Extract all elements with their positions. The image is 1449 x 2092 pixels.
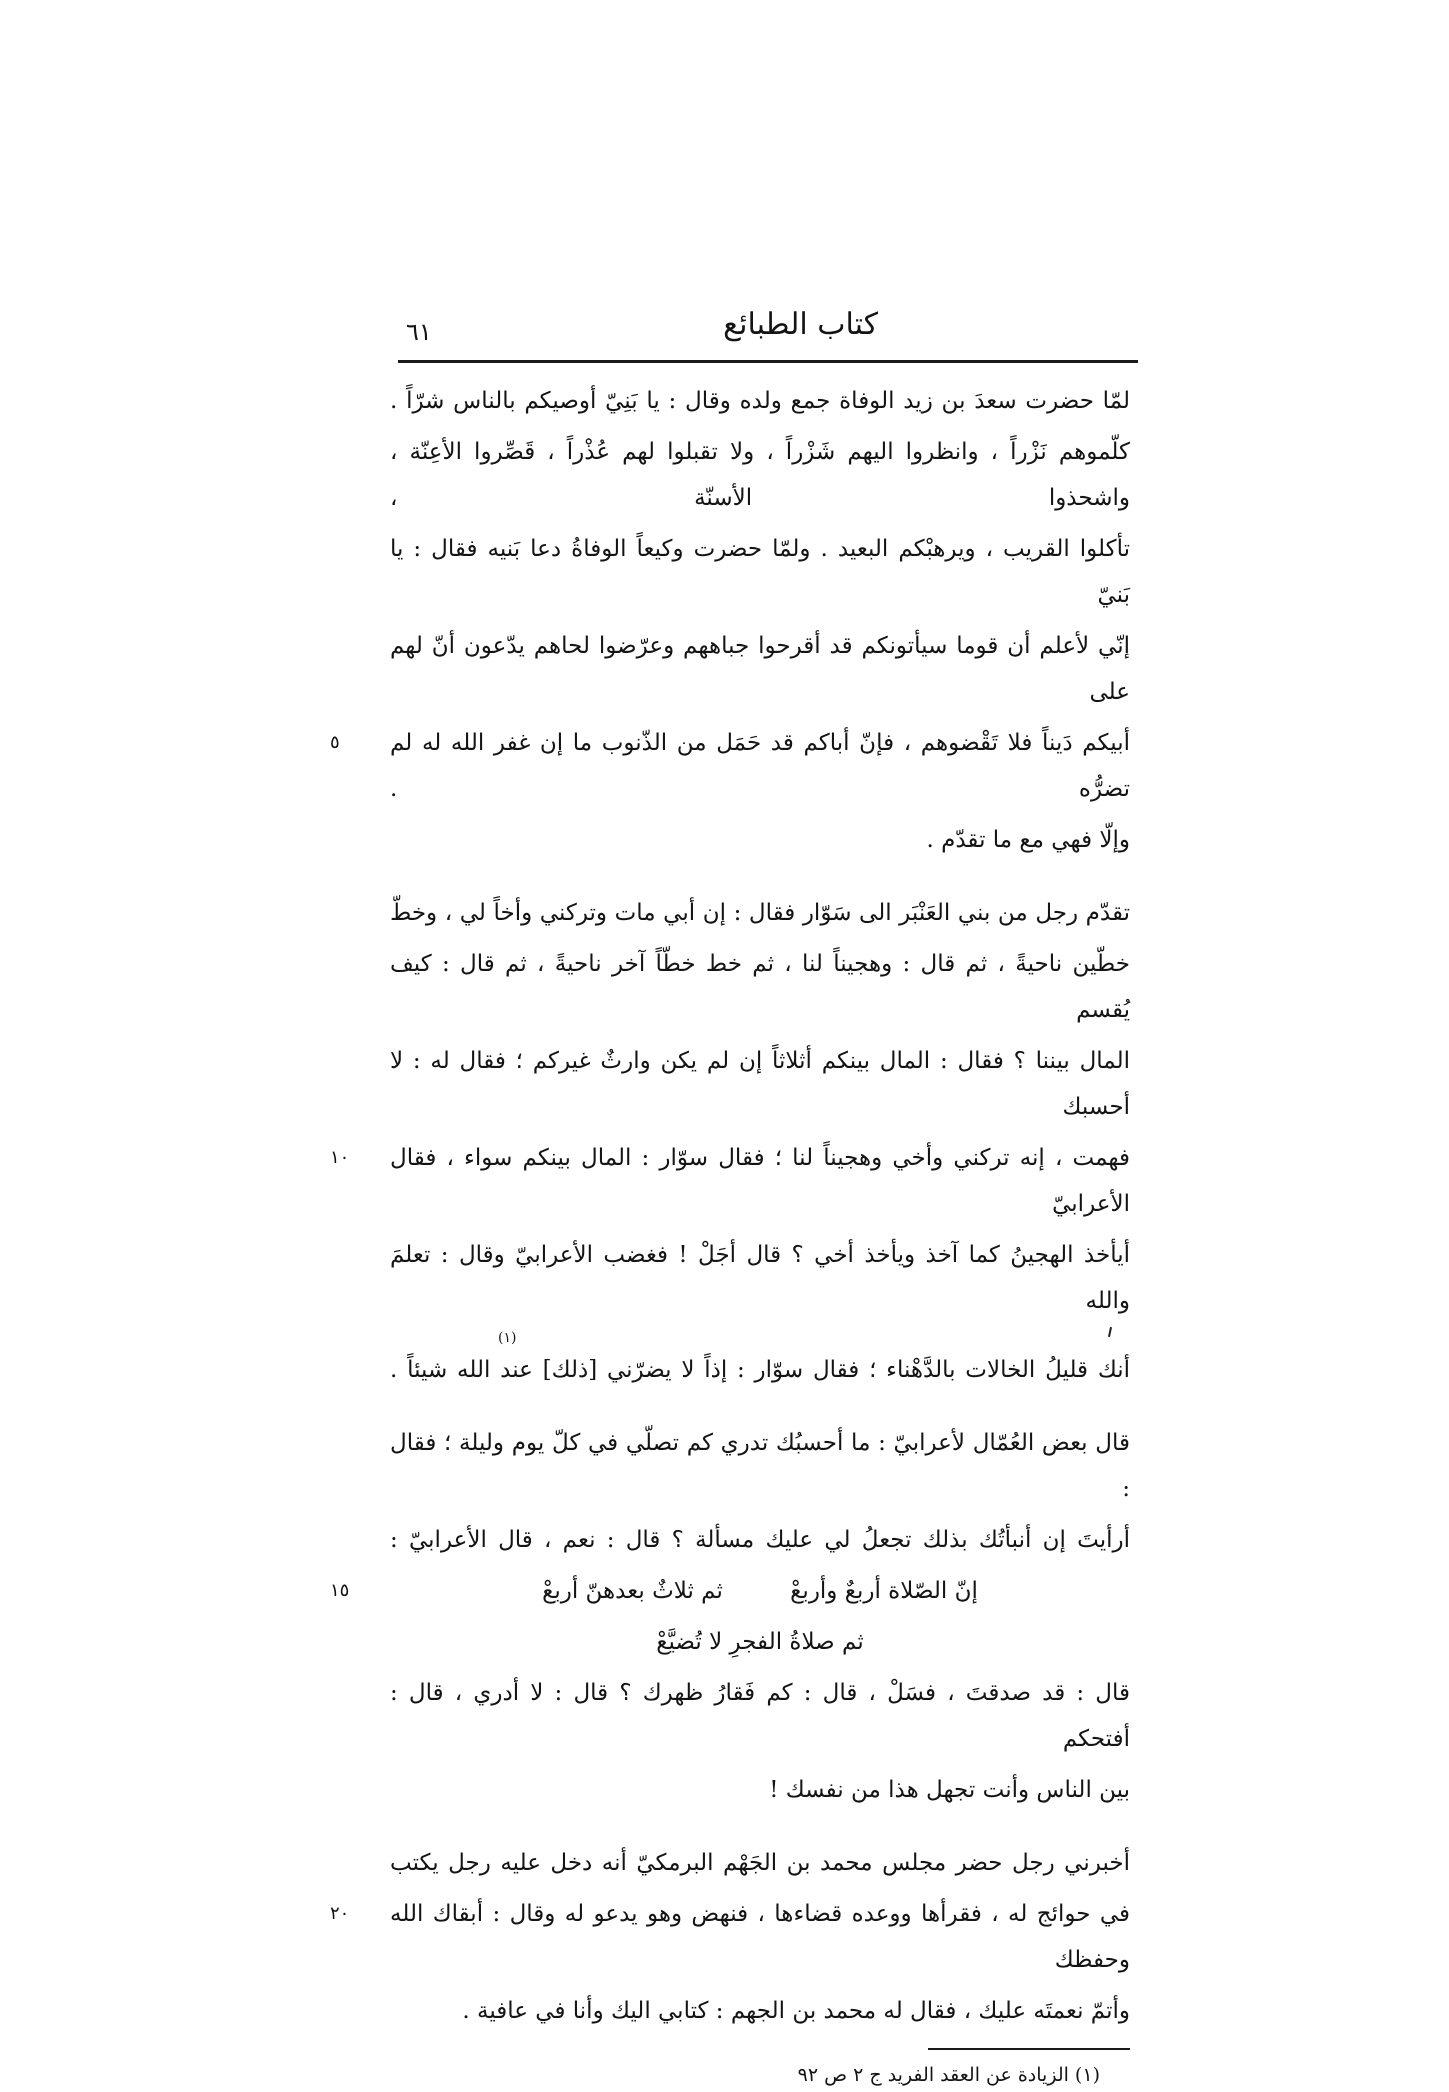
margin-line-number: ١٥ xyxy=(330,1580,350,1601)
text-line: قال بعض العُمّال لأعرابيّ : ما أحسبُك تدري كم تصلّي في كلّ يوم وليلة ؛ فقال : xyxy=(390,1430,1130,1502)
text-line: وإلّا فهي مع ما تقدّم . xyxy=(926,827,1130,853)
page-number: ٦١ xyxy=(406,318,432,346)
margin-line-number: ٢٠ xyxy=(330,1903,350,1924)
verse-line xyxy=(390,1619,1130,1665)
main-text xyxy=(390,378,1130,2092)
running-title: كتاب الطبائع xyxy=(723,307,878,342)
paragraph-ibn-al-jahm xyxy=(390,1840,1130,2034)
verse-line xyxy=(390,1568,1130,1614)
text-block xyxy=(300,378,1140,2092)
paragraph-prayers xyxy=(390,1420,1130,1813)
text-line: في حوائج له ، فقرأها ووعده قضاءها ، فنهض وهو يدعو له وقال : أبقاك الله وحفظك xyxy=(390,1901,1130,1973)
margin-line-number: ٥ xyxy=(330,732,340,753)
text-line: تقدّم رجل من بني العَنْبَر الى سَوّار فقال : إن أبي مات وتركني وأخاً لي ، وخطّ xyxy=(390,900,1130,926)
footnote-rule xyxy=(928,2048,1130,2050)
text-line: بين الناس وأنت تجهل هذا من نفسك ! xyxy=(769,1777,1130,1803)
footnote-marker: (١) xyxy=(498,1330,517,1346)
text-line: أنك قليلُ الخالات بالدَّهْناء ؛ فقال سوّار : إذاً لا يضرّني [ذلك] عند الله شيئاً . xyxy=(390,1357,1130,1383)
text-line: تأكلوا القريب ، ويرهبْكم البعيد . ولمّا حضرت وكيعاً الوفاةُ دعا بَنيه فقال : يا بَنيّ xyxy=(390,536,1130,608)
paragraph-gap xyxy=(390,1818,1130,1840)
line-number-margin xyxy=(300,378,390,2092)
footnote-marker-row xyxy=(390,1329,1130,1347)
page-header xyxy=(398,305,1138,360)
verse-hemistich: إنّ الصّلاة أربعٌ وأربعْ xyxy=(790,1578,978,1604)
footnote: (١) الزيادة عن العقد الفريد ج ٢ ص ٩٢ xyxy=(797,2064,1100,2086)
paragraph-sawwar xyxy=(390,890,1130,1393)
margin-line-number: ١٠ xyxy=(330,1147,350,1168)
header-rule xyxy=(398,360,1138,363)
text-line: المال بيننا ؟ فقال : المال بينكم أثلاثاً إن لم يكن وارثٌ غيركم ؛ فقال له : لا أحسبك xyxy=(390,1048,1130,1120)
text-line: وأتمّ نعمتَه عليك ، فقال له محمد بن الجهم : كتابي اليك وأنا في عافية . xyxy=(462,1998,1130,2024)
verse-hemistich: ثم ثلاثٌ بعدهنّ أربعْ xyxy=(542,1578,723,1604)
verse-hemistich: ثم صلاةُ الفجرِ لا تُضيَّعْ xyxy=(656,1629,864,1655)
paragraph-saad-bin-zayd xyxy=(390,378,1130,863)
paragraph-gap xyxy=(390,868,1130,890)
text-line: إنّي لأعلم أن قوما سيأتونكم قد أقرحوا جباههم وعرّضوا لحاهم يدّعون أنّ لهم على xyxy=(390,633,1130,705)
text-line: أبيكم دَيناً فلا تَقْضوهم ، فإنّ أباكم قد حَمَل من الذّنوب ما إن غفر الله له لم تضرُّه . xyxy=(390,730,1130,802)
text-line: خطّين ناحيةً ، ثم قال : وهجيناً لنا ، ثم خط خطّاً آخر ناحيةً ، ثم قال : كيف يُقسم xyxy=(390,951,1130,1023)
text-line: أيأخذ الهجينُ كما آخذ ويأخذ أخي ؟ قال أجَلْ ! فغضب الأعرابيّ وقال : تعلمَ والله xyxy=(390,1242,1130,1314)
paragraph-gap xyxy=(390,1398,1130,1420)
text-line: كلّموهم نَزْراً ، وانظروا اليهم شَزْراً ، ولا تقبلوا لهم عُذْراً ، قَصِّروا الأعِنّة ، واشحذوا الأسنّة ، xyxy=(390,439,1130,511)
footnote-area xyxy=(390,2048,1130,2092)
text-line: أخبرني رجل حضر مجلس محمد بن الجَهْم البرمكيّ أنه دخل عليه رجل يكتب xyxy=(390,1850,1130,1876)
text-line: فهمت ، إنه تركني وأخي وهجيناً لنا ؛ فقال سوّار : المال بينكم سواء ، فقال الأعرابيّ xyxy=(390,1145,1130,1217)
text-line: لمّا حضرت سعدَ بن زيد الوفاة جمع ولده وقال : يا بَنِيّ أوصيكم بالناس شرّاً . xyxy=(390,388,1130,414)
text-line: قال : قد صدقتَ ، فسَلْ ، قال : كم فَقارُ ظهرك ؟ قال : لا أدري ، قال : أفتحكم xyxy=(390,1680,1130,1752)
text-line: أرأيتَ إن أنبأتُك بذلك تجعلُ لي عليك مسألة ؟ قال : نعم ، قال الأعرابيّ : xyxy=(390,1527,1130,1553)
